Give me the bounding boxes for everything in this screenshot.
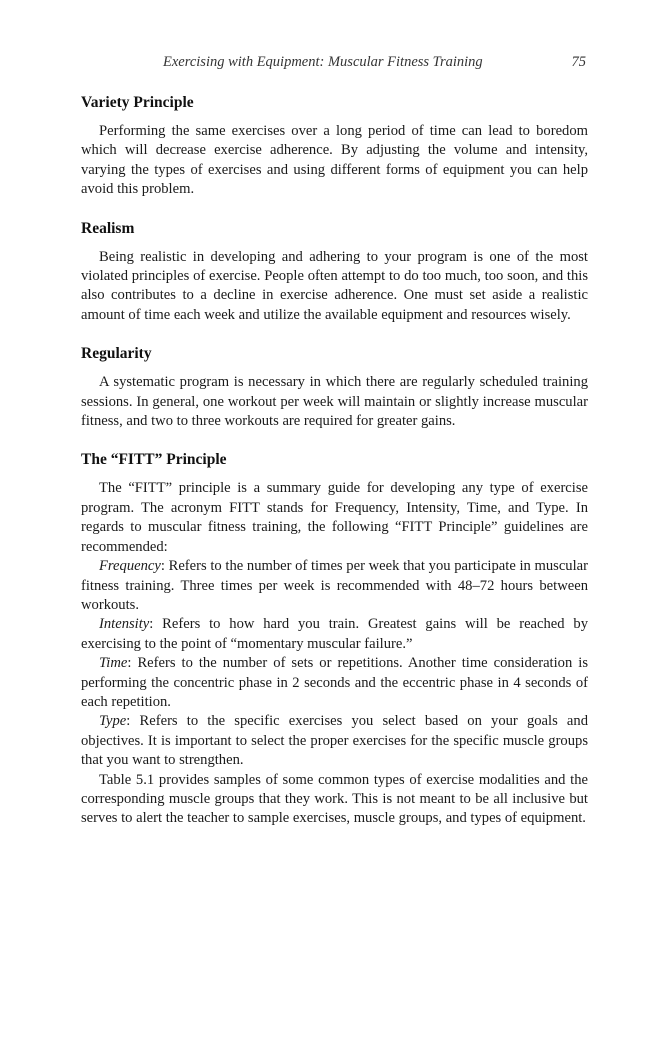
running-head-title: Exercising with Equipment: Muscular Fitness Training	[163, 54, 483, 70]
fitt-item-frequency	[81, 557, 588, 615]
fitt-text-type: : Refers to the specific exercises you select based on your goals and objectives. It is important to select the proper exercises for the specific muscle groups that you want to strengthen.	[81, 713, 588, 769]
fitt-item-time	[81, 654, 588, 712]
book-page	[81, 52, 588, 829]
section-heading-fitt: The “FITT” Principle	[81, 451, 227, 469]
fitt-item-type	[81, 712, 588, 770]
fitt-term-frequency: Frequency	[99, 558, 161, 575]
paragraph-fitt-intro: The “FITT” principle is a summary guide for developing any type of exercise program. The acronym FITT stands for Frequency, Intensity, Time, and Type. In regards to muscular fitness training, the following “FITT Principle” guidelines are recommended:	[81, 480, 588, 555]
section-heading-realism: Realism	[81, 219, 135, 237]
running-head	[81, 52, 588, 74]
paragraph-regularity: A systematic program is necessary in which there are regularly scheduled training sessions. In general, one workout per week will maintain or slightly increase muscular fitness, and two to three workouts are required for greater gains.	[81, 374, 588, 430]
page-number: 75	[571, 54, 586, 70]
paragraph-realism: Being realistic in developing and adhering to your program is one of the most violated principles of exercise. People often attempt to do too much, too soon, and this also contributes to a decline in exercise adherence. One must set aside a realistic amount of time each week and utilize the available equipment and resources wisely.	[81, 248, 588, 323]
fitt-term-type: Type	[99, 713, 127, 730]
fitt-text-intensity: : Refers to how hard you train. Greatest gains will be reached by exercising to the point of “momentary muscular failure.”	[81, 616, 588, 652]
section-heading-variety: Variety Principle	[81, 94, 194, 111]
fitt-item-intensity	[81, 615, 588, 654]
fitt-term-intensity: Intensity	[99, 616, 150, 633]
fitt-text-frequency: : Refers to the number of times per week that you participate in muscular fitness training. Three times per week is recommended with 48–72 hours between workouts.	[81, 558, 588, 613]
paragraph-fitt-closing: Table 5.1 provides samples of some common types of exercise modalities and the corresponding muscle groups that they work. This is not meant to be all inclusive but serves to alert the teacher to sample exercises, muscle groups, and types of equipment.	[81, 771, 588, 827]
paragraph-variety: Performing the same exercises over a long period of time can lead to boredom which will decrease exercise adherence. By adjusting the volume and intensity, varying the types of exercises and using different forms of equipment you can help avoid this problem.	[81, 123, 588, 198]
section-heading-regularity: Regularity	[81, 345, 152, 363]
fitt-text-time: : Refers to the number of sets or repetitions. Another time consideration is performing the concentric phase in 2 seconds and the eccentric phase in 4 seconds of each repetition.	[81, 655, 588, 710]
fitt-term-time: Time	[99, 655, 128, 672]
